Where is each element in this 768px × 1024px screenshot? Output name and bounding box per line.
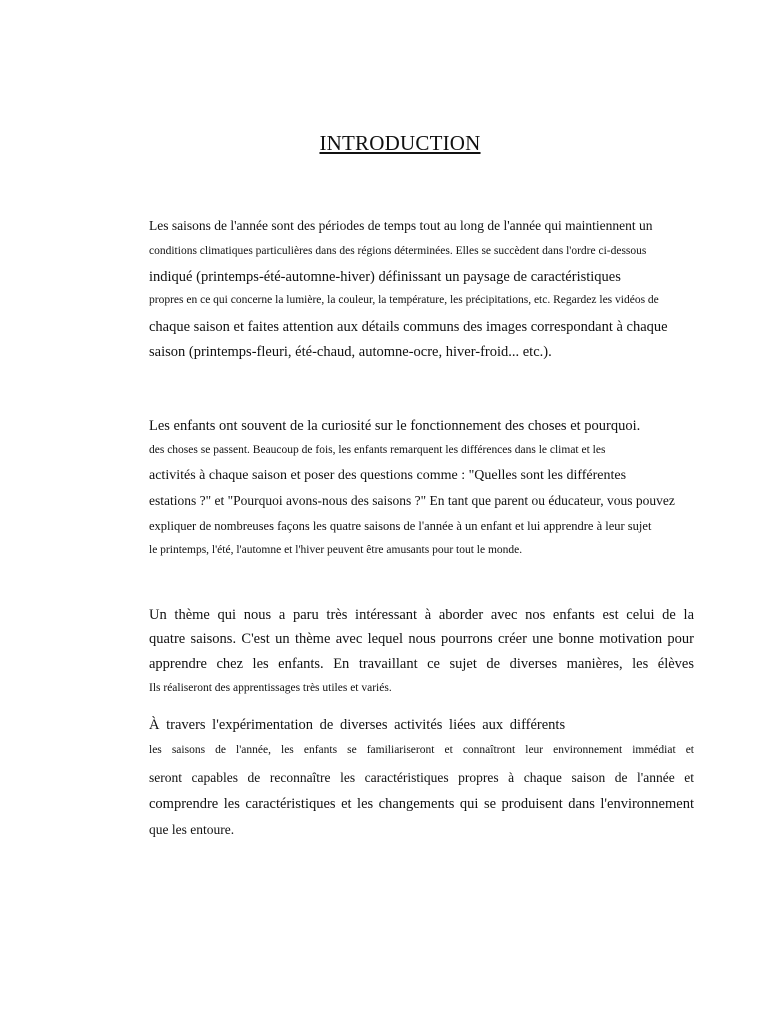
paragraph-line: Un thème qui nous a paru très intéressant à aborder avec nos enfants est celui de la [149,607,694,623]
paragraph-line: apprendre chez les enfants. En travaillant ce sujet de diverses manières, les élèves [149,656,694,672]
paragraph-line: activités à chaque saison et poser des questions comme : "Quelles sont les différentes [149,468,627,483]
paragraph-line: que les entoure. [149,822,235,837]
paragraph-line: estations ?" et "Pourquoi avons-nous des saisons ?" En tant que parent ou éducateur, vous pouvez [149,493,675,508]
paragraph-line: saison (printemps-fleuri, été-chaud, automne-ocre, hiver-froid... etc.). [149,344,552,360]
paragraph-line: Les enfants ont souvent de la curiosité sur le fonctionnement des choses et pourquoi. [149,418,641,434]
paragraph-line: chaque saison et faites attention aux détails communs des images correspondant à chaque [149,319,668,335]
paragraph-line: quatre saisons. C'est un thème avec lequel nous pourrons créer une bonne motivation pour [149,631,694,647]
paragraph-line: seront capables de reconnaître les caractéristiques propres à chaque saison de l'année et [149,770,694,785]
paragraph-line: des choses se passent. Beaucoup de fois, les enfants remarquent les différences dans le climat et les [149,444,606,456]
paragraph-line: conditions climatiques particulières dans des régions déterminées. Elles se succèdent dans l'ordre ci-dessous [149,245,647,257]
paragraph-line: comprendre les caractéristiques et les changements qui se produisent dans l'environnement [149,796,694,812]
paragraph-line: Ils réaliseront des apprentissages très utiles et variés. [149,682,392,694]
paragraph-line: les saisons de l'année, les enfants se familiariseront et connaîtront leur environnement immédiat et [149,744,694,756]
paragraph-line: indiqué (printemps-été-automne-hiver) définissant un paysage de caractéristiques [149,269,621,285]
paragraph-line: expliquer de nombreuses façons les quatre saisons de l'année à un enfant et lui apprendre à leur sujet [149,519,652,533]
paragraph-line: Les saisons de l'année sont des périodes de temps tout au long de l'année qui maintiennent un [149,218,653,233]
paragraph-line: le printemps, l'été, l'automne et l'hiver peuvent être amusants pour tout le monde. [149,544,523,556]
paragraph-line: À travers l'expérimentation de diverses activités liées aux différents [149,717,566,733]
page-title: INTRODUCTION [319,131,481,155]
paragraph-line: propres en ce qui concerne la lumière, la couleur, la température, les précipitations, etc. Regardez les vidéos de [149,294,659,306]
